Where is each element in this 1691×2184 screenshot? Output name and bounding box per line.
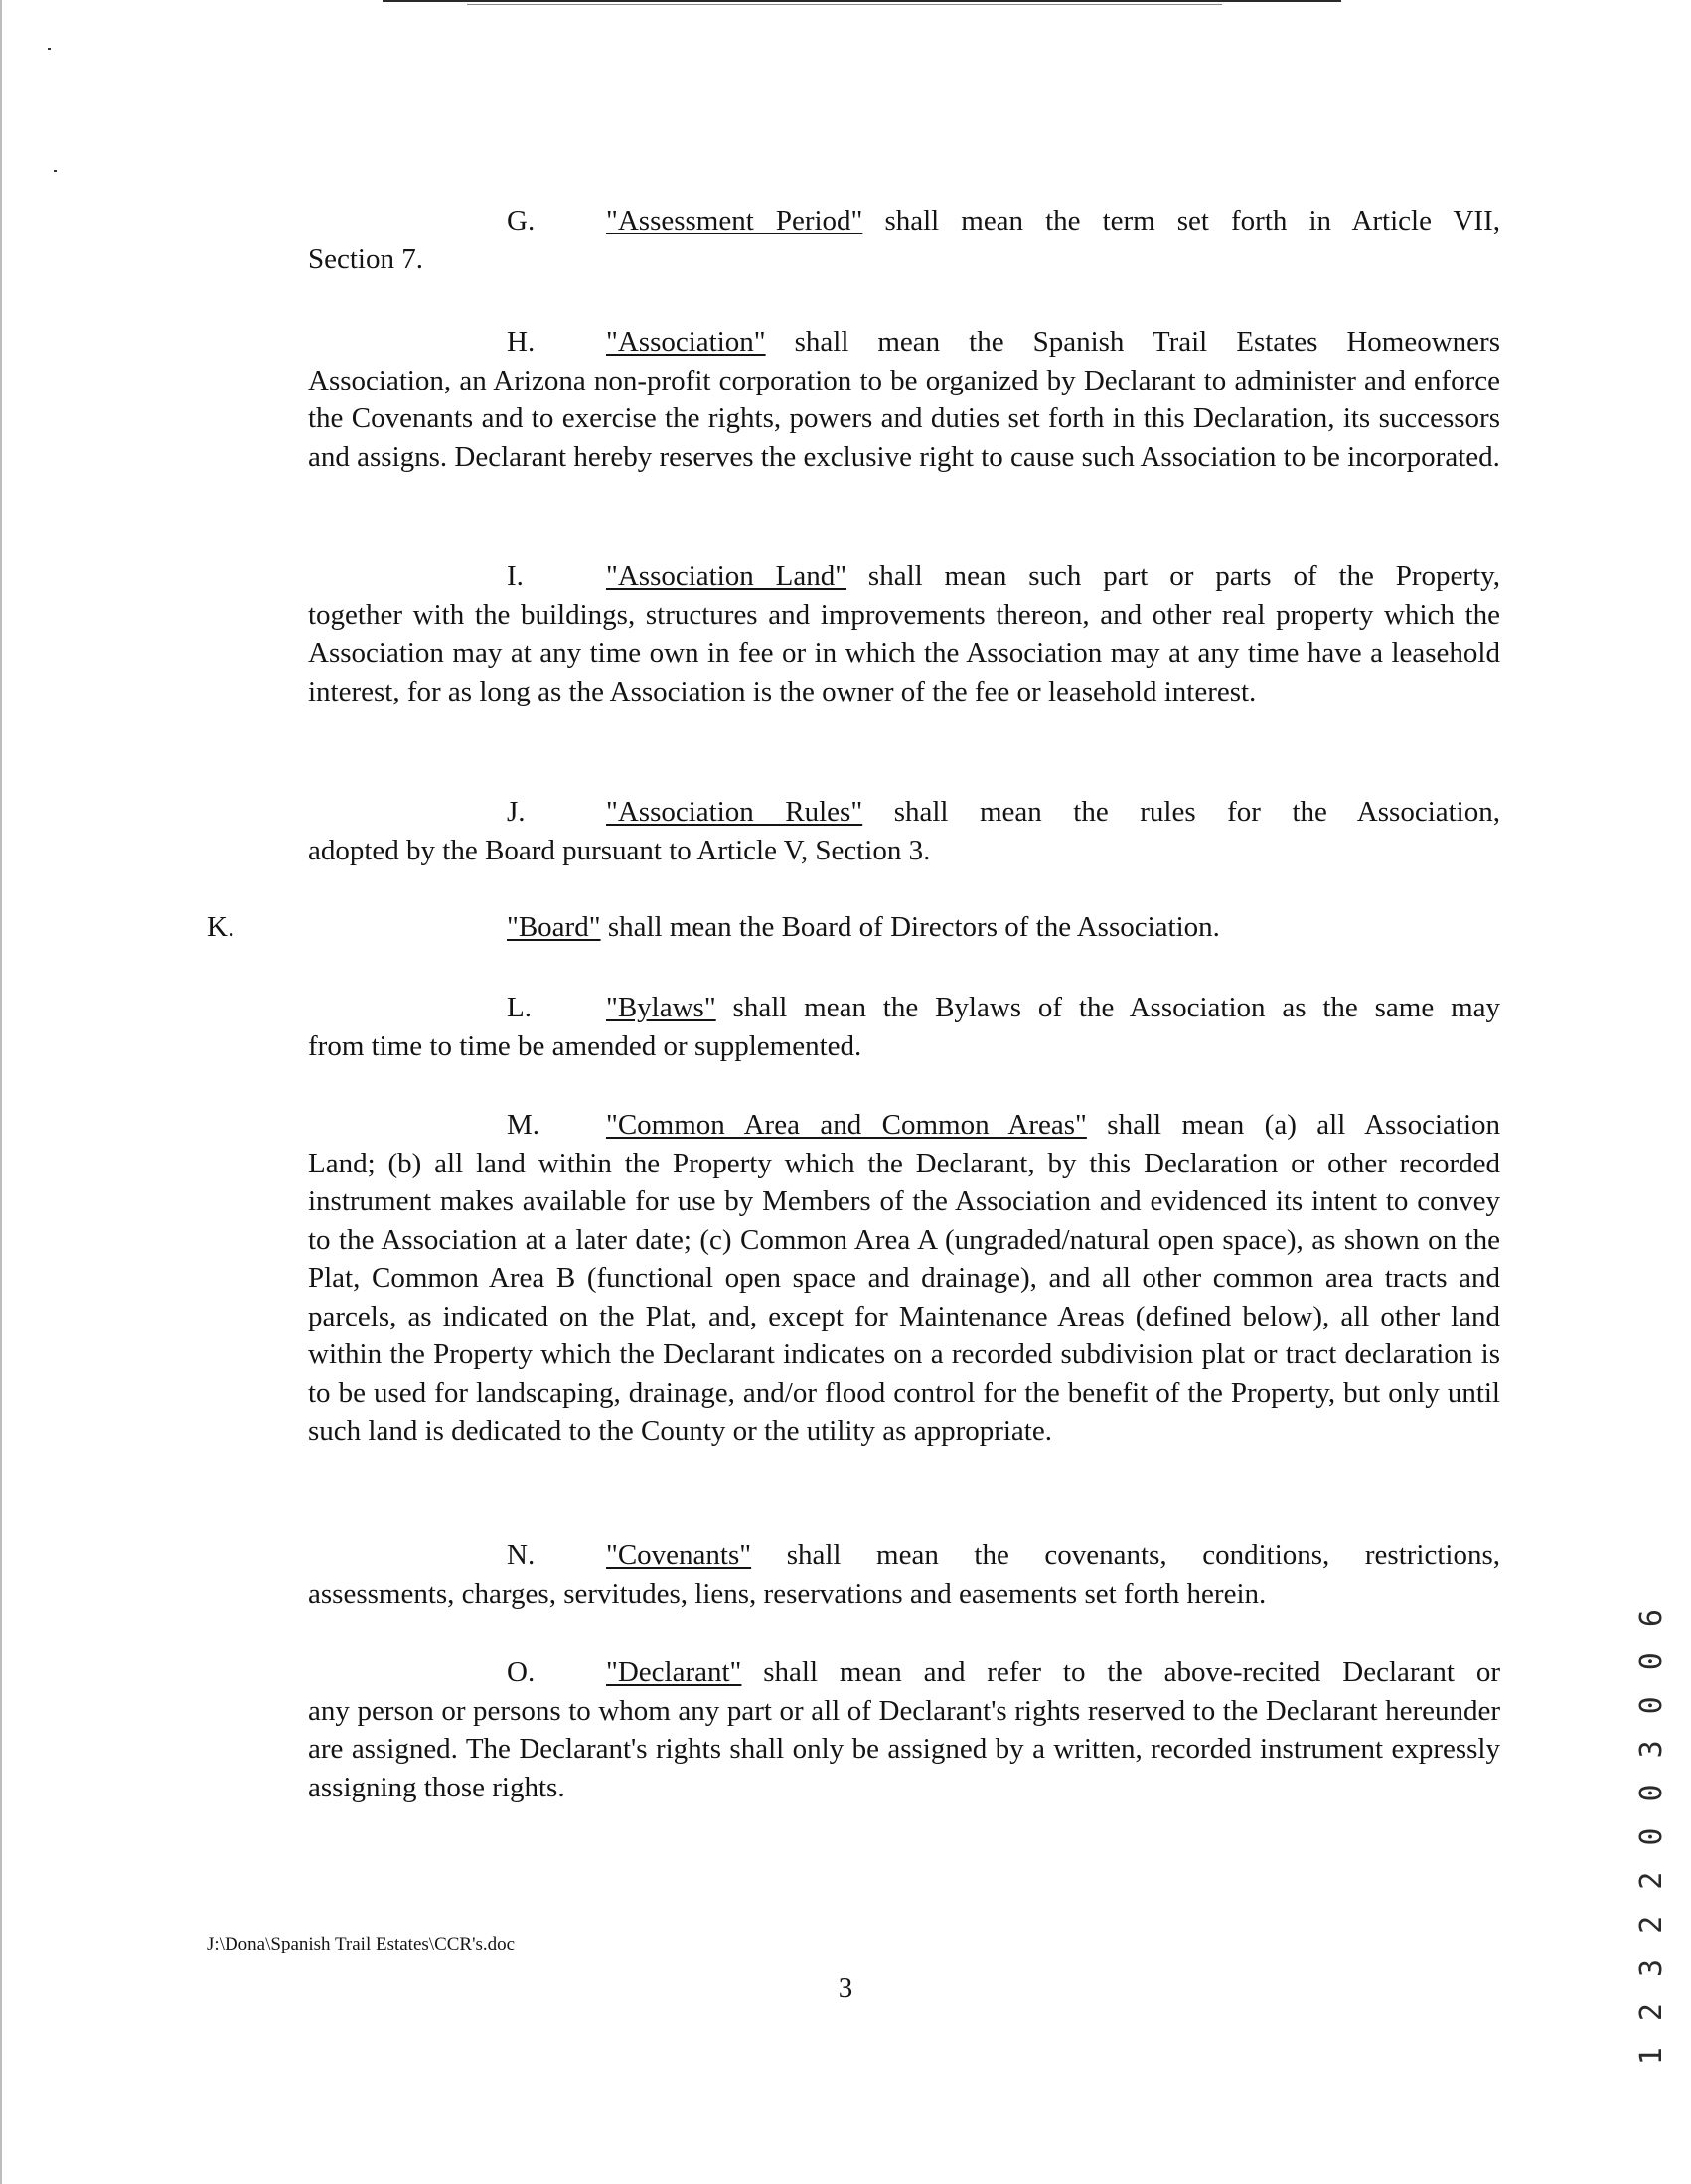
defined-term: "Association" bbox=[606, 326, 766, 358]
scan-top-rule bbox=[383, 0, 1341, 2]
definition-l bbox=[308, 989, 1500, 1065]
defined-term: "Association Rules" bbox=[606, 796, 863, 828]
definition-i bbox=[308, 557, 1500, 710]
definition-first-line: shall mean the Spanish Trail Estates Homeowners bbox=[765, 326, 1500, 358]
defined-term: "Association Land" bbox=[606, 560, 847, 592]
definition-h bbox=[308, 323, 1500, 476]
defined-term: "Declarant" bbox=[606, 1656, 742, 1688]
definition-first-line: shall mean the Board of Directors of the Association. bbox=[600, 911, 1220, 943]
footer-file-path: J:\Dona\Spanish Trail Estates\CCR's.doc bbox=[207, 1934, 516, 1954]
definition-letter: J. bbox=[507, 796, 526, 828]
definition-first-line: shall mean the term set forth in Article VII, bbox=[862, 205, 1500, 236]
definition-body: any person or persons to whom any part or all of Declarant's rights reserved to the Declarant hereunder are assigned. The Declarant's rights shall only be assigned by a written, recorded instrument expressly assigning those rights. bbox=[308, 1694, 1500, 1803]
scan-speck bbox=[48, 48, 51, 50]
definition-first-line: shall mean such part or parts of the Property, bbox=[846, 560, 1500, 592]
definition-first-line: shall mean the covenants, conditions, restrictions, bbox=[751, 1539, 1500, 1571]
defined-term: "Common Area and Common Areas" bbox=[606, 1109, 1087, 1141]
scan-top-rule-faint bbox=[467, 4, 1222, 5]
definition-body: assessments, charges, servitudes, liens, reservations and easements set forth herein. bbox=[308, 1577, 1267, 1610]
definition-body: Land; (b) all land within the Property which the Declarant, by this Declaration or other recorded instrument makes available for use by Members of the Association and evidenced its intent to convey to the Association at a later date; (c) Common Area A (ungraded/natural open space), as shown on the Plat, Common Area B (functional open space and drainage), and all other common area tracts and parcels, as indicated on the Plat, and, except for Maintenance Areas (defined below), all other land within the Property which the Declarant indicates on a recorded subdivision plat or tract declaration is to be used for landscaping, drainage, and/or flood control for the benefit of the Property, but only until such land is dedicated to the County or the utility as appropriate. bbox=[308, 1147, 1500, 1447]
definition-first-line: shall mean and refer to the above-recited Declarant or bbox=[741, 1656, 1500, 1688]
definition-k bbox=[507, 908, 1220, 947]
definition-body: adopted by the Board pursuant to Article V, Section 3. bbox=[308, 834, 931, 866]
definition-n bbox=[308, 1536, 1500, 1613]
definition-letter: I. bbox=[507, 560, 524, 592]
definition-letter: N. bbox=[507, 1539, 536, 1571]
definition-first-line: shall mean the rules for the Association, bbox=[862, 796, 1500, 828]
recording-stamp-number: 1 2 3 2 2 0 0 3 0 0 6 bbox=[1634, 1605, 1669, 2066]
definition-body: Association, an Arizona non-profit corporation to be organized by Declarant to administer and enforce the Covenants and to exercise the rights, powers and duties set forth in this Declaration, its successors and assigns. Declarant hereby reserves the exclusive right to cause such Association to be incorporated. bbox=[308, 364, 1500, 473]
definition-letter: O. bbox=[507, 1656, 536, 1688]
definition-letter: M. bbox=[507, 1109, 540, 1141]
definition-letter: H. bbox=[507, 326, 536, 358]
definition-letter: K. bbox=[207, 911, 235, 943]
scan-speck bbox=[54, 170, 57, 172]
definition-body: Section 7. bbox=[308, 242, 423, 275]
definition-body: together with the buildings, structures and improvements thereon, and other real property which the Association may at any time own in fee or in which the Association may at any time have a leasehold interest, for as long as the Association is the owner of the fee or leasehold interest. bbox=[308, 598, 1500, 707]
defined-term: "Bylaws" bbox=[606, 992, 716, 1023]
definition-first-line: shall mean (a) all Association bbox=[1086, 1109, 1500, 1141]
defined-term: "Board" bbox=[507, 911, 601, 943]
definition-letter: L. bbox=[507, 992, 532, 1023]
definition-first-line: shall mean the Bylaws of the Association as the same may bbox=[715, 992, 1500, 1023]
scan-left-edge bbox=[0, 0, 2, 2184]
defined-term: "Assessment Period" bbox=[606, 205, 863, 236]
definition-j bbox=[308, 793, 1500, 869]
defined-term: "Covenants" bbox=[606, 1539, 752, 1571]
definition-o bbox=[308, 1653, 1500, 1806]
definition-body: from time to time be amended or supplemented. bbox=[308, 1029, 862, 1062]
definition-letter: G. bbox=[507, 205, 536, 236]
definition-g bbox=[308, 202, 1500, 278]
page-number: 3 bbox=[838, 1972, 853, 2004]
definition-m bbox=[308, 1106, 1500, 1451]
